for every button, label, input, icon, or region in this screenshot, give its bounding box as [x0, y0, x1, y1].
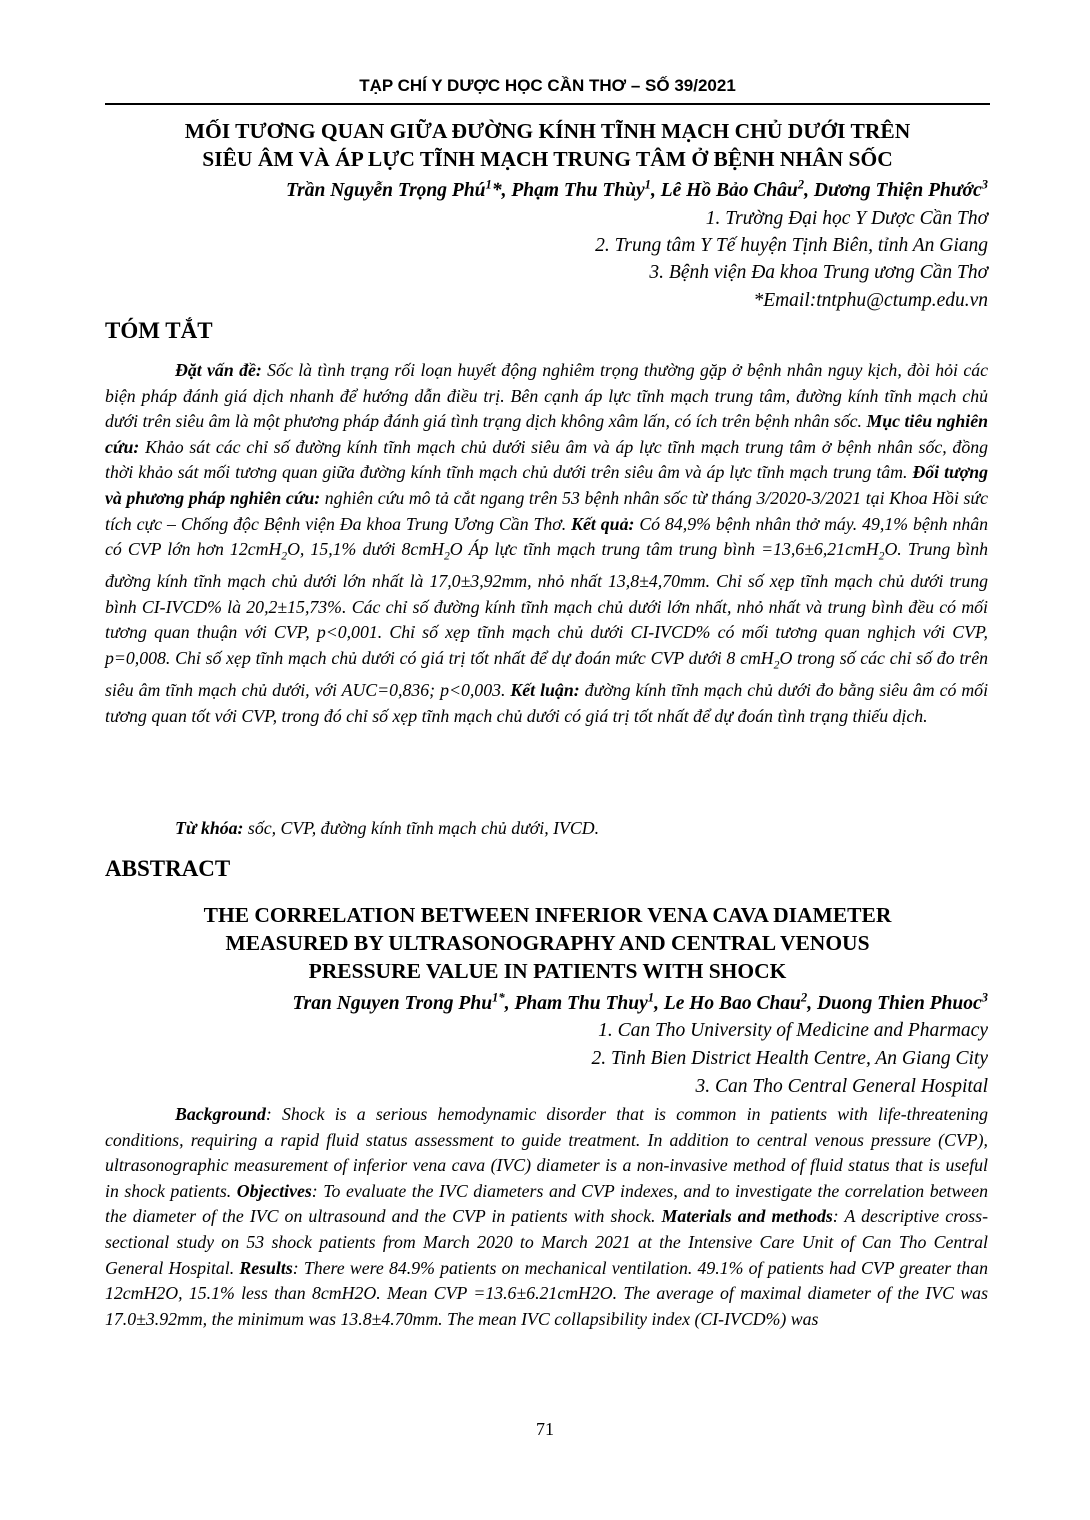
vi-objectives-label: Mục tiêu nghiên cứu:: [105, 411, 988, 457]
vi-summary-paragraph: Đặt vấn đề: Sốc là tình trạng rối loạn huyết động nghiêm trọng thường gặp ở bệnh nhân nguy kịch, đòi hỏi các biện pháp đánh giá dịch nhanh để hướng dẫn điều trị. Bên cạnh áp lực tĩnh mạch trung tâm, đường kính tĩnh mạch chủ dưới trên siêu âm là một phương pháp đánh giá tình trạng dịch không xâm lấn, có ích trên bệnh nhân sốc. Mục tiêu nghiên cứu: Khảo sát các chỉ số đường kính tĩnh mạch chủ dưới siêu âm và áp lực tĩnh mạch trung tâm ở bệnh nhân sốc, đồng thời khảo sát mối tương quan giữa đường kính tĩnh mạch chủ dưới trên siêu âm và áp lực tĩnh mạch trung tâm. Đối tượng và phương pháp nghiên cứu: nghiên cứu mô tả cắt ngang trên 53 bệnh nhân sốc từ tháng 3/2020-3/2021 tại Khoa Hồi sức tích cực – Chống độc Bệnh viện Đa khoa Trung Ương Cần Thơ. Kết quả: Có 84,9% bệnh nhân thở máy. 49,1% bệnh nhân có CVP lớn hơn 12cmH$_2$O, 15,1% dưới 8cmH$_2$O Áp lực tĩnh mạch trung tâm trung bình =13,6±6,21cmH$_2$O. Trung bình đường kính tĩnh mạch chủ dưới lớn nhất là 17,0±3,92mm, nhỏ nhất 13,8±4,70mm. Chỉ số xẹp tĩnh mạch chủ dưới trung bình CI-IVCD% là 20,2±15,73%. Các chỉ số đường kính tĩnh mạch chủ dưới lớn nhất, nhỏ nhất và trung bình đều có mối tương quan thuận với CVP, p<0,001. Chỉ số xẹp tĩnh mạch chủ dưới CI-IVCD% có mối tương quan nghịch với CVP, p=0,008. Chỉ số xẹp tĩnh mạch chủ dưới có giá trị tốt nhất để dự đoán mức CVP dưới 8 cmH$_2$O trong số các chỉ số đo trên siêu âm tĩnh mạch chủ dưới, với AUC=0,836; p<0,003. Kết luận: đường kính tĩnh mạch chủ dưới đo bằng siêu âm có mối tương quan tốt với CVP, trong đó chỉ số xẹp tĩnh mạch chủ dưới có giá trị tốt nhất để dự đoán tình trạng thiếu dịch.: [105, 360, 989, 726]
en-author: Pham Thu Thuy$^1$,: [514, 990, 664, 1014]
en-affiliation: 1. Can Tho University of Medicine and Pharmacy: [598, 1020, 988, 1041]
en-objectives-label: Objectives: [236, 1180, 312, 1201]
vi-author: Lê Hồ Bảo Châu$^2$,: [660, 177, 814, 201]
en-methods-label: Materials and methods: [661, 1206, 833, 1227]
en-affiliation: 2. Tinh Bien District Health Centre, An Giang City: [591, 1048, 988, 1069]
en-authors: [292, 990, 988, 1015]
corresponding-email: *Email:tntphu@ctump.edu.vn: [753, 290, 988, 311]
vi-conclusion-label: Kết luận:: [510, 680, 580, 701]
en-title: [105, 901, 990, 985]
vi-title-line-2: SIÊU ÂM VÀ ÁP LỰC TĨNH MẠCH TRUNG TÂM Ở BỆNH NHÂN SỐC: [202, 147, 893, 171]
vi-author: Dương Thiện Phước$^3$: [813, 177, 988, 201]
vi-keywords: Từ khóa: sốc, CVP, đường kính tĩnh mạch chủ dưới, IVCD.: [175, 818, 600, 838]
vi-background-label: Đặt vấn đề:: [175, 360, 262, 380]
abstract-heading: ABSTRACT: [105, 856, 231, 881]
en-title-line-2: MEASURED BY ULTRASONOGRAPHY AND CENTRAL VENOUS: [225, 931, 870, 955]
en-results-label: Results: [239, 1257, 293, 1278]
en-title-line-3: PRESSURE VALUE IN PATIENTS WITH SHOCK: [308, 959, 787, 983]
en-background-label: Background: [175, 1104, 266, 1124]
keywords-label: Từ khóa:: [175, 818, 244, 838]
vi-author: Trần Nguyễn Trọng Phú$^1$*,: [285, 177, 512, 201]
summary-heading: TÓM TẮT: [105, 318, 213, 343]
vi-title: [105, 117, 990, 173]
vi-author: Phạm Thu Thùy$^1$,: [511, 177, 661, 201]
header-rule: [105, 103, 990, 105]
vi-affiliation: 3. Bệnh viện Đa khoa Trung ương Cần Thơ: [649, 262, 988, 283]
vi-authors: [286, 177, 988, 202]
en-title-line-1: THE CORRELATION BETWEEN INFERIOR VENA CAVA DIAMETER: [203, 903, 892, 927]
en-author: Duong Thien Phuoc$^3$: [816, 990, 988, 1014]
en-abstract-paragraph: Background: Shock is a serious hemodynamic disorder that is common in patients with life-threatening conditions, requiring a rapid fluid status assessment to guide treatment. In addition to central venous pressure (CVP), ultrasonographic measurement of inferior vena cava (IVC) diameter is a non-invasive method of fluid status that is useful in shock patients. Objectives: To evaluate the IVC diameters and CVP indexes, and to investigate the correlation between the diameter of the IVC on ultrasound and the CVP in patients with shock. Materials and methods: A descriptive cross-sectional study on 53 shock patients from March 2020 to March 2021 at the Intensive Care Unit of Can Tho Central General Hospital. Results: There were 84.9% patients on mechanical ventilation. 49.1% of patients had CVP greater than 12cmH2O, 15.1% less than 8cmH2O. Mean CVP =13.6±6.21cmH2O. The average of maximal diameter of the IVC was 17.0±3.92mm, the minimum was 13.8±4.70mm. The mean IVC collapsibility index (CI-IVCD%) was: [105, 1104, 988, 1329]
en-author: Le Ho Bao Chau$^2$,: [663, 990, 817, 1014]
vi-affiliation: 2. Trung tâm Y Tế huyện Tịnh Biên, tỉnh An Giang: [595, 235, 988, 256]
vi-affiliation: 1. Trường Đại học Y Dược Cần Thơ: [705, 208, 988, 229]
en-author: Tran Nguyen Trong Phu$^{1*}$,: [292, 990, 515, 1014]
vi-methods-label: Đối tượng và phương pháp nghiên cứu:: [105, 462, 988, 508]
journal-running-head: TẠP CHÍ Y DƯỢC HỌC CẦN THƠ – SỐ 39/2021: [359, 76, 736, 95]
page-number: 71: [536, 1419, 554, 1439]
en-affiliation: 3. Can Tho Central General Hospital: [695, 1076, 988, 1097]
vi-results-label: Kết quả:: [571, 513, 635, 534]
vi-title-line-1: MỐI TƯƠNG QUAN GIỮA ĐƯỜNG KÍNH TĨNH MẠCH CHỦ DƯỚI TRÊN: [184, 119, 911, 143]
